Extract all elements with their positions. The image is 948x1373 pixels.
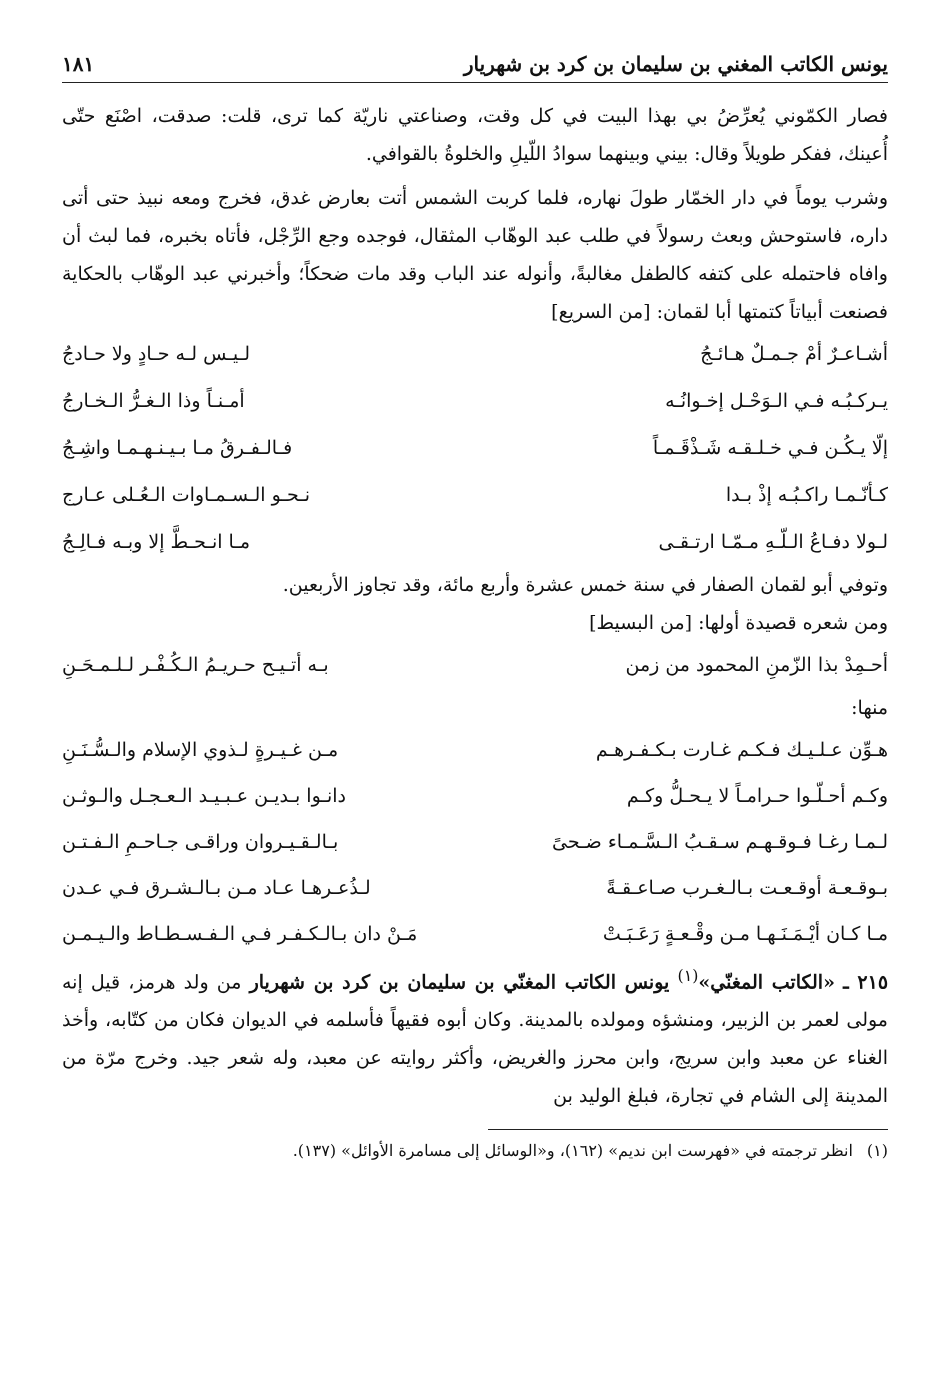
page-header bbox=[62, 52, 888, 83]
verse-line bbox=[62, 819, 888, 865]
paragraph-1: فصار الكمّوني يُعرِّضُ بي بهذا البيت في كل وقت، وصناعتي ناريّة كما ترى، قلت: صدقت، اصْنَع حتّى أُعينك، ففكر طويلاً وقال: بيني وبينهما سوادُ اللّيلِ والخلوةُ بالقوافي. bbox=[62, 105, 888, 165]
first-hemistich: هـوِّن عـلـيـك فـكـم غـارت بـكـفـرهـم bbox=[595, 739, 888, 761]
first-hemistich: كـأنّـمـا راكـبُـه إذْ بـدا bbox=[725, 484, 888, 506]
footnote-text: انظر ترجمته في «فهرست ابن نديم» (١٦٢)، و«الوسائل إلى مسامرة الأوائل» (١٣٧). bbox=[292, 1141, 853, 1161]
paragraph-2: وشرب يوماً في دار الخمّار طولَ نهاره، فلما كربت الشمس أتت بعارض غدق، فخرج ومعه نبيذ حتى أتى داره، فاستوحش وبعث رسولاً في طلب عبد الوهّاب المثقال، فوجده وجع الرِّجْل، فأتاه بخبره، فما لبث أن وافاه فاحتمله على كتفه كالطفل مغالبةً، وأنوله عند الباب وقد مات ضحكاً؛ وأخبرني عبد الوهّاب بالحكاية فصنعت أبياتاً كتمتها أبا لقمان: [من السريع] bbox=[62, 187, 888, 323]
second-hemistich: لـذُعـرهـا عـاد مـن بـالـشـرق فـي عـدن bbox=[62, 877, 371, 899]
minha-label: منها: bbox=[851, 697, 888, 719]
entry-number: ٢١٥ ـ bbox=[843, 971, 889, 994]
footnote-separator bbox=[488, 1129, 888, 1130]
second-hemistich: مَـنْ دان بـالـكـفـر فـي الـفـسـطـاط والـيـمـن bbox=[62, 923, 418, 945]
paragraph-4: ومن شعره قصيدة أولها: [من البسيط] bbox=[589, 612, 888, 634]
first-hemistich: إلّا يـكُـن فـي خـلـقـه شَـذْقَـمـاً bbox=[652, 437, 888, 459]
verse-line bbox=[62, 331, 888, 378]
second-hemistich: مـا انـحـطَّ إلا وبـه فـالِـجُ bbox=[62, 531, 251, 553]
first-hemistich: أحـمِدْ بذا الزّمنِ المحمود من زمن bbox=[625, 654, 888, 676]
footnote-number: (١) bbox=[866, 1141, 888, 1161]
footnote-ref[interactable]: (١) bbox=[677, 966, 699, 985]
second-hemistich: نـحـو الـسـمـاوات الـعُـلى عـارج bbox=[62, 484, 311, 506]
second-hemistich: لـيـس لـه حـادٍ ولا حـادجُ bbox=[62, 343, 250, 365]
first-hemistich: لـولا دفـاعُ الـلّـهِ مـمّـا ارتـقـى bbox=[658, 531, 888, 553]
verse-line bbox=[62, 519, 888, 566]
second-hemistich: أمـنـاً وذا الـغـرُّ الـخـارجُ bbox=[62, 390, 245, 412]
first-hemistich: أشـاعـرٌ أمْ جـمـلٌ هـائـجُ bbox=[700, 343, 888, 365]
verse-line bbox=[62, 911, 888, 957]
verse-line bbox=[62, 773, 888, 819]
poem-1 bbox=[62, 331, 888, 566]
verse-line bbox=[62, 378, 888, 425]
paragraph-3: وتوفي أبو لقمان الصفار في سنة خمس عشرة وأربع مائة، وقد تجاوز الأربعين. bbox=[282, 574, 888, 596]
entry-text: من ولد هرمز، قيل إنه مولى لعمر بن الزبير، ومنشؤه ومولده بالمدينة. وكان أبوه فقيهاً فأسلمه في الديوان فكان من كتّابه، وأخذ الغناء عن معبد وابن سريج، وابن محرز والغريض، وأكثر روايته عن معبد، وله شعر جيد. وخرج مرّة من المدينة إلى الشام في تجارة، فبلغ الوليد بن bbox=[62, 971, 888, 1108]
verse-line bbox=[62, 642, 888, 689]
second-hemistich: فـالـفـرقُ مـا بـيـنـهـمـا واشِـجُ bbox=[62, 437, 293, 459]
entry-title: «الكاتب المغنّي» bbox=[698, 971, 835, 994]
second-hemistich: دانـوا بـديـن عـبـيـد الـعـجـل والـوثـن bbox=[62, 785, 346, 807]
running-title: يونس الكاتب المغني بن سليمان بن كرد بن شهريار bbox=[463, 52, 888, 76]
first-hemistich: لـمـا رغـا فـوقـهـم سـقـبُ الـسَّـمـاء ضـحىً bbox=[552, 831, 888, 853]
verse-line bbox=[62, 472, 888, 519]
verse-line bbox=[62, 727, 888, 773]
first-hemistich: يـركـبُـه فـي الـوَحْـل إخـوانُـه bbox=[665, 390, 888, 412]
verse-line bbox=[62, 865, 888, 911]
first-hemistich: وكـم أحـلّـوا حـرامـاً لا يـحـلُّ وكـم bbox=[626, 785, 888, 807]
poem-2 bbox=[62, 727, 888, 957]
verse-line bbox=[62, 425, 888, 472]
entry-name: يونس الكاتب المغنّي بن سليمان بن كرد بن شهريار bbox=[249, 971, 670, 994]
first-hemistich: بـوقـعـة أوقـعـت بـالـغـرب صـاعـقـةً bbox=[606, 877, 888, 899]
second-hemistich: بـه أتـيـح حـريـمُ الـكُـفْـر لـلـمـحَـنِ bbox=[62, 654, 329, 676]
footnote bbox=[62, 1138, 888, 1164]
second-hemistich: مـن غـيـرةٍ لـذوي الإسلام والـسُّـنَـنِ bbox=[62, 739, 339, 761]
second-hemistich: بـالـقـيـروان وراقـى جـاحـمِ الـفـتـن bbox=[62, 831, 339, 853]
first-hemistich: مـا كـان أيْـمَـنَـهـا مـن وقْـعـةٍ رَعَـبَـتْ bbox=[602, 923, 888, 945]
book-page bbox=[62, 52, 888, 1164]
entry-215 bbox=[62, 957, 888, 1115]
page-number: ١٨١ bbox=[62, 52, 95, 76]
